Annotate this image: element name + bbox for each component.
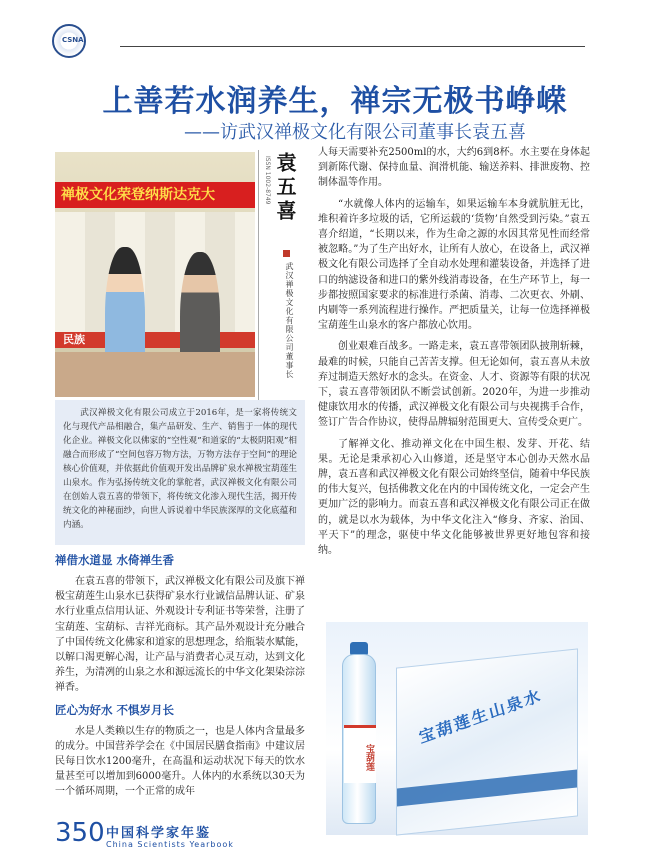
photo-caption: 武汉禅极文化有限公司成立于2016年，是一家将传统文化与现代产品相融合，集产品研发、生产、销售于一体的现代化企业。禅极文化以佛家的“空性观”和道家的“太极阴阳观”相融合而形成了“空间包容万物方法，万物方法存于空间”的理论核心价值观，并依据此价值观开发出品牌矿泉水禅极宝葫莲生山泉水。作为弘扬传统文化的掌舵者，武汉禅极文化有限公司在创始人袁五喜的带领下，将传统文化渗入现代生活，揭开传统文化的神秘面纱，向世人诉说着中华民族深厚的文化底蕴和内涵。 (55, 400, 305, 545)
header-divider (120, 46, 585, 47)
paragraph: “水就像人体内的运输车，如果运输车本身就肮脏无比，堆积着许多垃圾的话，它所运载的‘货物’自然受到污染。”袁五喜介绍道，“长期以来，作为生命之源的水因其常见性而经常被忽略。”为了生产出好水，让所有人放心，在设备上，武汉禅极文化有限公司选择了全自动水处理和灌装设备，并选择了进口的纳滤设备和进口的紫外线消毒设备，在生产环节上，每一步都按照国家要求的标准进行杀菌、消毒、二次更衣、外刷、内刷等一系列流程进行操作。严把质量关，让每一位选择禅极宝葫莲生山泉水的客户都放心饮用。 (318, 198, 590, 332)
carton-stripe (397, 770, 577, 807)
water-carton (396, 648, 578, 835)
paragraph: 水是人类赖以生存的物质之一，也是人体内含量最多的成分。中国营养学会在《中国居民膳食指南》中建议居民每日饮水1200毫升，在高温和运动状况下每天的饮水量甚至可以增加到6000毫升。人体内的水系统以30天为一个循环周期，一个正常的成年 (55, 725, 305, 798)
logo-text: CSNA (62, 36, 84, 44)
paragraph: 创业艰难百战多。一路走来，袁五喜带领团队披荆斩棘，最难的时候，只能自己苦苦支撑。但无论如何，袁五喜从未放弃过制造天然好水的念头。在资金、人才、资源等有限的状况下，袁五喜带领团队不断尝试创新。2020年，为进一步推动健康饮用水的传播，武汉禅极文化有限公司与央视携手合作，签订广告合作协议，使得品牌辐射范围更大、宣传受众更广。 (318, 341, 590, 429)
photo-banner: 禅极文化荣登纳斯达克大 (55, 182, 255, 208)
right-column (318, 145, 590, 564)
issn-label: ISSN 1002-8749 (264, 156, 271, 205)
paragraph: 了解禅文化、推动禅文化在中国生根、发芽、开花、结果。无论是秉承初心入山修道，还是坚守本心创办天然水品牌，袁五喜和武汉禅极文化有限公司始终坚信，随着中华民族的伟大复兴，包括佛教文化在内的中国传统文化，一定会产生更加广泛的影响力。而袁五喜和武汉禅极文化有限公司正在做的，就是以水为载体，为中华文化注入“修身、齐家、治国、平天下”的理念，驱使中华文化能够被世界更好地包容和接纳。 (318, 438, 590, 557)
journal-name-en: China Scientists Yearbook (106, 840, 234, 849)
photo-floor (55, 352, 255, 397)
left-column (55, 548, 305, 806)
red-square-marker (283, 250, 290, 257)
photo-sign: 民族 (55, 332, 255, 348)
photo-backdrop (55, 212, 255, 332)
article-title: 上善若水润养生，禅宗无极书峥嵘 (102, 84, 568, 119)
product-image (326, 622, 588, 835)
journal-name: 中国科学家年鉴 (106, 826, 212, 841)
paragraph: 在袁五喜的带领下，武汉禅极文化有限公司及旗下禅极宝葫莲生山泉水已获得矿泉水行业诚信品牌认证、矿泉水行业重点信用认证、外观设计专利证书等荣誉，注册了宝葫莲、宝葫标、吉祥光商标。其产品外观设计充分融合了中国传统文化佛家和道家的思想理念，给瓶装水赋能，以解口渴更解心渴，让产品与消费者心灵互动，达到文化养生，为清冽的山泉之水和源远流长的中华文化架染淙淙禅香。 (55, 576, 305, 694)
paragraph: 人每天需要补充2500ml的水，大约6到8杯。水主要在身体起到新陈代谢、保持血量、润滑机能、输送养料、排泄废物、控制体温等作用。 (318, 147, 590, 189)
interviewee-name: 袁五喜 (273, 152, 297, 224)
article-subtitle: ——访武汉禅极文化有限公司董事长袁五喜 (184, 122, 526, 143)
bottle-label: 宝葫莲 (344, 725, 376, 783)
interviewee-role: 武汉禅极文化有限公司董事长 (285, 262, 294, 379)
carton-label: 宝葫莲生山泉水 (416, 685, 544, 747)
section-heading: 禅借水道显 水倚禅生香 (55, 553, 175, 567)
section-heading: 匠心为好水 不惧岁月长 (55, 702, 175, 717)
interview-photo (55, 152, 255, 397)
journal-logo (52, 24, 86, 58)
water-bottle (342, 654, 376, 824)
page-number: 350 (55, 818, 105, 848)
name-sidebar (258, 150, 306, 400)
